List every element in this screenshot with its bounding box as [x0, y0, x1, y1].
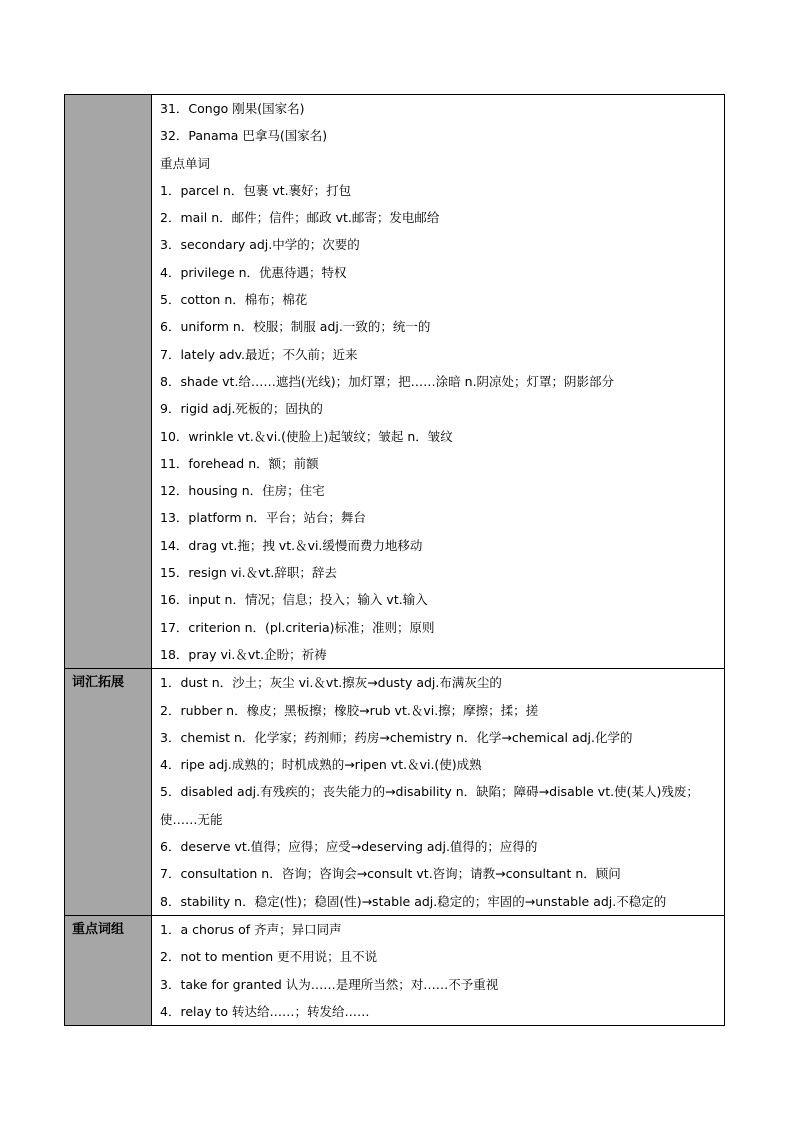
vocabulary-table: [64, 94, 725, 1026]
section-2-content-cell: [152, 669, 725, 916]
entry-line: 13．platform n．平台；站台；舞台: [160, 510, 366, 526]
entry-line: 5．disabled adj.有残疾的；丧失能力的→disability n．缺陷；障碍→disable vt.使(某人)残废；: [160, 784, 699, 800]
section-3-content-cell: [152, 915, 725, 1025]
entry-line: 1．parcel n．包裹 vt.裹好；打包: [160, 182, 352, 198]
entry-line: 4．ripe adj.成熟的；时机成熟的→ripen vt.＆vi.(使)成熟: [160, 757, 482, 773]
section-3-label-cell: [65, 915, 152, 1025]
entry-line: 15．resign vi.＆vt.辞职；辞去: [160, 565, 337, 581]
table-row-section-2: [65, 669, 725, 916]
section-2-label-cell: [65, 669, 152, 916]
table-row-section-3: [65, 915, 725, 1025]
entry-line: 6．uniform n．校服；制服 adj.一致的；统一的: [160, 319, 431, 335]
entry-line: 使……无能: [160, 811, 223, 827]
entry-line: 9．rigid adj.死板的；固执的: [160, 401, 323, 417]
section-2-label: 词汇拓展: [72, 675, 125, 691]
entry-line: 7．lately adv.最近；不久前；近来: [160, 346, 358, 362]
entry-line: 6．deserve vt.值得；应得；应受→deserving adj.值得的；应得的: [160, 839, 538, 855]
entry-line: 3．secondary adj.中学的；次要的: [160, 237, 360, 253]
entry-line: 14．drag vt.拖；拽 vt.＆vi.缓慢而费力地移动: [160, 537, 423, 553]
section-1-content-cell: [152, 95, 725, 669]
entry-line: 1．dust n．沙土；灰尘 vi.＆vt.擦灰→dusty adj.布满灰尘的: [160, 675, 502, 691]
section-1-label-cell: [65, 95, 152, 669]
entry-line: 5．cotton n．棉布；棉花: [160, 292, 308, 308]
entry-line: 1．a chorus of 齐声；异口同声: [160, 921, 342, 937]
entry-line: 8．stability n．稳定(性)；稳固(性)→stable adj.稳定的；牢固的→unstable adj.不稳定的: [160, 893, 667, 909]
entry-line: 4．privilege n．优惠待遇；特权: [160, 264, 347, 280]
entry-line: 8．shade vt.给……遮挡(光线)；加灯罩；把……涂暗 n.阴凉处；灯罩；阴影部分: [160, 373, 615, 389]
entry-line: 17．criterion n．(pl.criteria)标准；准则；原则: [160, 619, 435, 635]
section-3-label: 重点词组: [72, 921, 125, 937]
entry-line: 2．not to mention 更不用说；且不说: [160, 949, 378, 965]
entry-line: 4．relay to 转达给……；转发给……: [160, 1003, 370, 1019]
entry-line: 10．wrinkle vt.＆vi.(使脸上)起皱纹；皱起 n．皱纹: [160, 428, 453, 444]
entry-line: 32．Panama 巴拿马(国家名): [160, 128, 328, 144]
entry-line: 12．housing n．住房；住宅: [160, 483, 325, 499]
entry-line: 3．chemist n．化学家；药剂师；药房→chemistry n．化学→chemical adj.化学的: [160, 729, 633, 745]
table-row-section-1: [65, 95, 725, 669]
entry-line: 7．consultation n．咨询；咨询会→consult vt.咨询；请教→consultant n．顾问: [160, 866, 621, 882]
entry-line: 2．rubber n．橡皮；黑板擦；橡胶→rub vt.＆vi.擦；摩擦；揉；搓: [160, 702, 539, 718]
entry-line: 18．pray vi.＆vt.企盼；祈祷: [160, 646, 327, 662]
entry-line: 16．input n．情况；信息；投入；输入 vt.输入: [160, 592, 428, 608]
entry-line: 3．take for granted 认为……是理所当然；对……不予重视: [160, 976, 499, 992]
entry-line: 31．Congo 刚果(国家名): [160, 101, 305, 116]
entry-line: 2．mail n．邮件；信件；邮政 vt.邮寄；发电邮给: [160, 210, 440, 226]
entry-line: 11．forehead n．额；前额: [160, 455, 319, 471]
entry-line: 重点单词: [160, 155, 211, 171]
